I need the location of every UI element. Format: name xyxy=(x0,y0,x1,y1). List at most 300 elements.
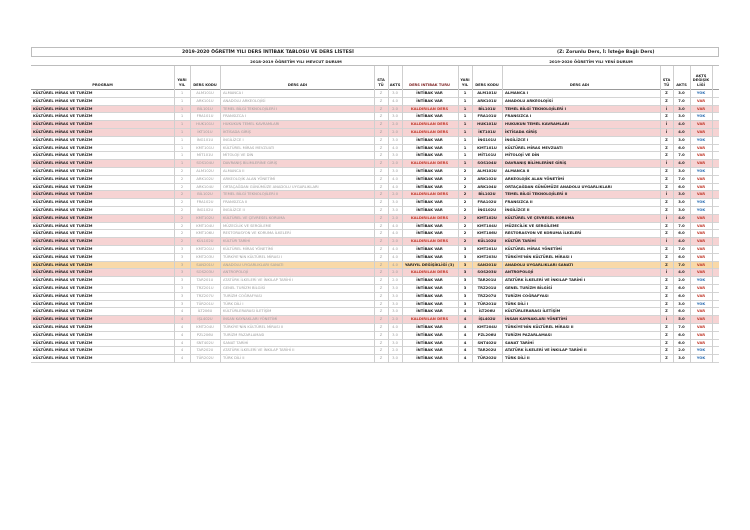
cell-ders-adi: ARKEOLOJİK ALAN YÖNETİMİ xyxy=(223,176,276,181)
cell-new-akts: 2.0 xyxy=(678,348,685,353)
cell-intibak-turu: İNTİBAK VAR xyxy=(416,114,443,119)
cell-new-yari-yil: 4 xyxy=(463,309,467,314)
grid-line xyxy=(472,66,473,363)
cell-new-ders-kodu: ARK102U xyxy=(477,176,497,181)
cell-new-akts: 6.0 xyxy=(678,293,685,298)
table-row xyxy=(31,238,719,246)
cell-new-akts: 5.0 xyxy=(678,317,685,322)
cell-new-ders-adi: TEMEL BİLGİ TEKNOLOJİLERİ II xyxy=(505,192,568,197)
cell-akts-degisikligi: VAR xyxy=(696,145,706,150)
cell-new-akts: 3.0 xyxy=(678,200,685,205)
cell-yari-yil: 2 xyxy=(180,200,184,205)
cell-akts: 4.0 xyxy=(392,223,398,228)
cell-statu: Z xyxy=(379,145,383,150)
cell-intibak-turu: İNTİBAK VAR xyxy=(416,301,443,306)
table-row xyxy=(31,199,719,207)
cell-program: KÜLTÜREL MİRAS VE TURİZM xyxy=(33,215,93,220)
document-title: 2019-2020 ÖĞRETİM YILI DERS İNTİBAK TABLOSU VE DERS LİSTESİ xyxy=(182,50,354,55)
cell-akts: 3.0 xyxy=(392,293,398,298)
cell-statu: Z xyxy=(379,301,383,306)
col-intibak-turu: DERS İNTİBAK TÜRÜ xyxy=(409,82,450,87)
cell-yari-yil: 1 xyxy=(180,122,184,127)
cell-new-ders-adi: HUKUKUN TEMEL KAVRAMLARI xyxy=(505,122,569,127)
cell-akts-degisikligi: VAR xyxy=(696,254,706,259)
col-new-ders-kodu: DERS KODU xyxy=(475,82,499,87)
cell-new-statu: Z xyxy=(665,145,668,150)
cell-new-ders-kodu: KMT204U xyxy=(477,324,497,329)
cell-ders-adi: İKTİSADA GİRİŞ xyxy=(223,129,251,134)
cell-yari-yil: 4 xyxy=(180,324,184,329)
cell-akts-degisikligi: VAR xyxy=(696,239,706,244)
cell-new-yari-yil: 2 xyxy=(463,215,467,220)
cell-program: KÜLTÜREL MİRAS VE TURİZM xyxy=(33,223,93,228)
cell-akts-degisikligi: VAR xyxy=(696,176,706,181)
table-row xyxy=(31,246,719,254)
cell-intibak-turu: İNTİBAK VAR xyxy=(416,285,443,290)
cell-ders-kodu: KMT104U xyxy=(196,223,214,228)
cell-yari-yil: 2 xyxy=(180,192,184,197)
cell-intibak-turu: KALDIRILAN DERS xyxy=(410,215,449,220)
cell-intibak-turu: İNTİBAK VAR xyxy=(416,293,443,298)
cell-new-akts: 2.0 xyxy=(678,278,685,283)
cell-new-statu: Z xyxy=(665,98,668,103)
cell-ders-adi: KÜLTÜRLERARASI İLETİŞİM xyxy=(223,309,272,314)
cell-ders-adi: SANAT TARİHİ xyxy=(223,340,249,345)
cell-new-yari-yil: 4 xyxy=(463,332,467,337)
table-row xyxy=(31,113,719,121)
cell-program: KÜLTÜREL MİRAS VE TURİZM xyxy=(33,285,93,290)
cell-ders-kodu: TÜR201U xyxy=(196,301,214,306)
cell-akts-degisikligi: VAR xyxy=(696,129,706,134)
cell-akts-degisikligi: YOK xyxy=(696,91,706,95)
cell-akts-degisikligi: VAR xyxy=(696,106,706,111)
cell-yari-yil: 3 xyxy=(180,278,184,283)
cell-new-ders-kodu: SOS203U xyxy=(477,270,497,275)
cell-new-ders-adi: İNSAN KAYNAKLARI YÖNETİMİ xyxy=(505,317,568,322)
cell-new-ders-adi: KÜLTÜREL MİRAS YÖNETİMİ xyxy=(505,246,562,251)
cell-new-ders-kodu: FRA102U xyxy=(477,200,497,205)
cell-new-ders-kodu: TÜR201U xyxy=(477,301,497,306)
cell-new-yari-yil: 4 xyxy=(463,356,467,361)
cell-new-ders-adi: ANTROPOLOJİ xyxy=(505,270,534,275)
cell-new-statu: Z xyxy=(665,137,668,142)
cell-ders-kodu: SNT402U xyxy=(196,340,214,345)
cell-new-yari-yil: 4 xyxy=(463,324,467,329)
cell-program: KÜLTÜREL MİRAS VE TURİZM xyxy=(33,262,93,267)
cell-intibak-turu: İNTİBAK VAR xyxy=(416,332,443,337)
cell-program: KÜLTÜREL MİRAS VE TURİZM xyxy=(33,153,93,158)
cell-akts-degisikligi: VAR xyxy=(696,246,706,251)
cell-statu: Z xyxy=(379,324,383,329)
cell-new-statu: Z xyxy=(665,207,668,212)
cell-akts: 3.0 xyxy=(392,114,398,119)
cell-new-ders-adi: KÜLTÜREL MİRAS MEVZUATI xyxy=(505,145,563,150)
table-row xyxy=(31,301,719,309)
cell-new-ders-adi: ORTAÇAĞDAN GÜNÜMÜZE ANADOLU UYGARLIKLARI xyxy=(505,184,612,189)
cell-yari-yil: 4 xyxy=(180,317,184,322)
cell-akts-degisikligi: YOK xyxy=(696,278,706,283)
cell-akts-degisikligi: VAR xyxy=(696,231,706,236)
cell-ders-kodu: TÜR202U xyxy=(196,356,214,361)
cell-ders-adi: TÜRKİYE'NİN KÜLTÜREL MİRASI II xyxy=(223,324,284,329)
cell-statu: Z xyxy=(379,192,383,197)
cell-akts: 4.0 xyxy=(392,254,398,259)
cell-yari-yil: 3 xyxy=(180,285,184,290)
cell-new-ders-adi: GENEL TURİZM BİLGİSİ xyxy=(505,285,553,290)
cell-intibak-turu: İNTİBAK VAR xyxy=(416,168,443,173)
table-row xyxy=(31,277,719,285)
cell-statu: Z xyxy=(379,129,383,134)
cell-program: KÜLTÜREL MİRAS VE TURİZM xyxy=(33,309,93,314)
cell-new-ders-adi: TÜRKİYE'NİN KÜLTÜREL MİRASI I xyxy=(505,254,573,259)
cell-ders-adi: İNSAN KAYNAKLARI YÖNETİMİ xyxy=(223,317,278,322)
cell-akts: 2.0 xyxy=(392,106,398,111)
cell-statu: Z xyxy=(379,223,383,228)
cell-new-ders-kodu: İNG101U xyxy=(477,137,497,142)
cell-new-ders-adi: DAVRANIŞ BİLİMLERİNE GİRİŞ xyxy=(505,161,567,166)
cell-new-akts: 4.0 xyxy=(678,270,685,275)
cell-new-akts: 3.0 xyxy=(678,356,685,361)
cell-ders-adi: ANADOLU UYGARLIKLARI SANATI xyxy=(223,262,284,267)
cell-new-akts: 7.0 xyxy=(678,246,685,251)
cell-new-akts: 7.0 xyxy=(678,223,685,228)
cell-yari-yil: 4 xyxy=(180,356,184,361)
cell-intibak-turu: İNTİBAK VAR xyxy=(416,98,443,103)
cell-akts: 2.0 xyxy=(392,215,398,220)
cell-new-akts: 3.0 xyxy=(678,192,685,197)
cell-new-statu: Z xyxy=(665,278,668,283)
cell-yari-yil: 2 xyxy=(180,215,184,220)
cell-new-ders-kodu: İLT206U xyxy=(478,309,496,314)
cell-intibak-turu: KALDIRILAN DERS xyxy=(410,161,449,166)
cell-ders-adi: TÜRK DİLİ I xyxy=(223,301,244,306)
table-body xyxy=(31,90,719,363)
cell-statu: Z xyxy=(379,153,383,158)
cell-intibak-turu: KALDIRILAN DERS xyxy=(410,192,449,197)
cell-program: KÜLTÜREL MİRAS VE TURİZM xyxy=(33,200,93,205)
cell-ders-kodu: SOS104U xyxy=(196,161,214,166)
cell-new-yari-yil: 3 xyxy=(463,285,467,290)
cell-yari-yil: 1 xyxy=(180,106,184,111)
legend-note: (Z: Zorunlu Ders, İ: İsteğe Bağlı Ders) xyxy=(557,50,655,55)
cell-new-yari-yil: 2 xyxy=(463,239,467,244)
cell-intibak-turu: İNTİBAK VAR xyxy=(416,309,443,314)
cell-statu: Z xyxy=(379,239,383,244)
cell-ders-kodu: ARK101U xyxy=(196,98,214,103)
cell-ders-kodu: TRZ201U xyxy=(196,285,214,290)
cell-new-ders-adi: ANADOLU UYGARLIKLARI SANATI xyxy=(505,262,574,267)
cell-new-statu: Z xyxy=(665,91,668,95)
cell-program: KÜLTÜREL MİRAS VE TURİZM xyxy=(33,301,93,306)
cell-ders-adi: MÜZECİLİK VE SERGİLEME xyxy=(223,223,272,228)
grid-line xyxy=(712,66,713,363)
intibak-table xyxy=(31,47,719,363)
cell-program: KÜLTÜREL MİRAS VE TURİZM xyxy=(33,129,93,134)
cell-ders-kodu: ARK102U xyxy=(196,176,214,181)
cell-new-ders-adi: ATATÜRK İLKELERİ VE İNKILAP TARİHİ II xyxy=(505,348,587,353)
cell-akts: 3.0 xyxy=(392,153,398,158)
cell-new-statu: Z xyxy=(665,262,668,267)
cell-new-akts: 4.0 xyxy=(678,239,685,244)
cell-statu: Z xyxy=(379,332,383,337)
cell-new-ders-adi: KÜLTÜRLERARASI İLETİŞİM xyxy=(505,309,561,314)
cell-program: KÜLTÜREL MİRAS VE TURİZM xyxy=(33,145,93,150)
cell-new-statu: Z xyxy=(665,176,668,181)
cell-new-yari-yil: 3 xyxy=(463,278,467,283)
cell-new-statu: Z xyxy=(665,309,668,314)
cell-ders-kodu: SAN201U xyxy=(196,262,214,267)
cell-intibak-turu: İNTİBAK VAR xyxy=(416,324,443,329)
cell-program: KÜLTÜREL MİRAS VE TURİZM xyxy=(33,340,93,345)
cell-new-statu: Z xyxy=(665,324,668,329)
cell-yari-yil: 3 xyxy=(180,293,184,298)
cell-new-yari-yil: 1 xyxy=(463,122,467,127)
cell-new-akts: 4.0 xyxy=(678,129,685,134)
grid-line xyxy=(220,66,221,363)
cell-statu: Z xyxy=(379,285,383,290)
cell-intibak-turu: KALDIRILAN DERS xyxy=(410,270,449,275)
cell-new-yari-yil: 1 xyxy=(463,145,467,150)
cell-new-ders-adi: TEMEL BİLGİ TEKNOLOJİLERİ I xyxy=(505,106,567,111)
cell-yari-yil: 4 xyxy=(180,332,184,337)
cell-program: KÜLTÜREL MİRAS VE TURİZM xyxy=(33,278,93,283)
cell-akts-degisikligi: VAR xyxy=(696,293,706,298)
cell-new-ders-adi: ARKEOLOJİK ALAN YÖNETİMİ xyxy=(505,176,565,181)
cell-yari-yil: 1 xyxy=(180,98,184,103)
cell-yari-yil: 2 xyxy=(180,184,184,189)
table-row xyxy=(31,137,719,145)
cell-intibak-turu: KALDIRILAN DERS xyxy=(410,129,449,134)
cell-new-akts: 3.0 xyxy=(678,106,685,111)
table-row xyxy=(31,262,719,270)
cell-statu: Z xyxy=(379,246,383,251)
cell-ders-adi: TÜRK DİLİ II xyxy=(223,356,245,361)
cell-statu: Z xyxy=(379,340,383,345)
cell-akts: 3.0 xyxy=(392,137,398,142)
cell-new-statu: İ xyxy=(665,161,668,166)
cell-new-yari-yil: 1 xyxy=(463,153,467,158)
cell-akts: 4.0 xyxy=(392,184,398,189)
table-row xyxy=(31,223,719,231)
cell-new-yari-yil: 3 xyxy=(463,262,467,267)
cell-intibak-turu: KALDIRILAN DERS xyxy=(410,122,449,127)
table-row xyxy=(31,129,719,137)
cell-ders-adi: ANADOLU ARKEOLOJİSİ xyxy=(223,98,266,103)
cell-akts: 3.0 xyxy=(392,309,398,314)
cell-new-akts: 6.0 xyxy=(678,254,685,259)
cell-yari-yil: 1 xyxy=(180,129,184,134)
col-akts: AKTS xyxy=(389,82,401,87)
cell-program: KÜLTÜREL MİRAS VE TURİZM xyxy=(33,239,93,244)
col-akts-degisikligi: AKTS DEĞİŞİK LİĞİ xyxy=(692,73,710,87)
cell-new-ders-kodu: ALM102U xyxy=(477,168,497,173)
cell-new-yari-yil: 4 xyxy=(463,340,467,345)
cell-new-ders-kodu: KÜL102U xyxy=(477,239,497,244)
cell-new-ders-kodu: TAR202U xyxy=(477,348,497,353)
cell-akts: 3.0 xyxy=(392,332,398,337)
cell-ders-adi: KÜLTÜREL MİRAS MEVZUATI xyxy=(223,145,275,150)
cell-statu: Z xyxy=(379,176,383,181)
cell-akts-degisikligi: YOK xyxy=(696,356,706,361)
cell-new-ders-adi: ATATÜRK İLKELERİ VE İNKILAP TARİHİ I xyxy=(505,278,586,283)
cell-ders-kodu: FRA102U xyxy=(196,200,214,205)
cell-new-ders-kodu: SAN201U xyxy=(477,262,497,267)
cell-intibak-turu: İNTİBAK VAR xyxy=(416,246,443,251)
cell-program: KÜLTÜREL MİRAS VE TURİZM xyxy=(33,293,93,298)
cell-intibak-turu: İNTİBAK VAR xyxy=(416,153,443,158)
cell-new-akts: 6.0 xyxy=(678,145,685,150)
cell-yari-yil: 2 xyxy=(180,231,184,236)
table-row xyxy=(31,121,719,129)
cell-program: KÜLTÜREL MİRAS VE TURİZM xyxy=(33,161,93,166)
cell-ders-adi: ANTROPOLOJİ xyxy=(223,270,249,275)
cell-new-akts: 7.0 xyxy=(678,98,685,103)
cell-yari-yil: 2 xyxy=(180,207,184,212)
cell-akts-degisikligi: VAR xyxy=(696,324,706,329)
cell-akts-degisikligi: YOK xyxy=(696,207,706,212)
cell-akts: 3.0 xyxy=(392,168,398,173)
cell-program: KÜLTÜREL MİRAS VE TURİZM xyxy=(33,192,93,197)
cell-ders-adi: ATATÜRK İLKELERİ VE İNKILAP TARİHİ I xyxy=(223,278,294,283)
cell-ders-kodu: İNG101U xyxy=(196,137,214,142)
cell-new-ders-adi: TÜRK DİLİ I xyxy=(505,301,529,306)
cell-intibak-turu: YARIYIL DEĞİŞİKLİĞİ (3) xyxy=(404,262,455,267)
cell-yari-yil: 2 xyxy=(180,176,184,181)
cell-akts: 3.0 xyxy=(392,285,398,290)
cell-akts-degisikligi: VAR xyxy=(696,98,706,103)
table-row xyxy=(31,168,719,176)
cell-yari-yil: 3 xyxy=(180,254,184,259)
cell-new-yari-yil: 2 xyxy=(463,168,467,173)
cell-intibak-turu: İNTİBAK VAR xyxy=(416,348,443,353)
cell-ders-adi: ORTAÇAĞDAN GÜNÜMÜZE ANADOLU UYGARLIKLARI xyxy=(223,184,319,189)
cell-ders-kodu: MİT101U xyxy=(196,153,214,158)
cell-new-ders-kodu: TÜR202U xyxy=(477,356,497,361)
cell-new-statu: İ xyxy=(665,106,668,111)
cell-yari-yil: 2 xyxy=(180,168,184,173)
cell-akts: 4.0 xyxy=(392,246,398,251)
table-row xyxy=(31,230,719,238)
cell-ders-kodu: KMT102U xyxy=(196,215,214,220)
cell-ders-adi: TEMEL BİLGİ TEKNOLOJİLERİ II xyxy=(223,192,279,197)
cell-program: KÜLTÜREL MİRAS VE TURİZM xyxy=(33,137,93,142)
cell-new-statu: Z xyxy=(665,332,668,337)
grid-line xyxy=(502,66,503,363)
cell-new-ders-kodu: PZL206U xyxy=(477,332,497,337)
cell-akts-degisikligi: VAR xyxy=(696,161,706,166)
cell-program: KÜLTÜREL MİRAS VE TURİZM xyxy=(33,317,93,322)
cell-new-ders-kodu: SNT402U xyxy=(477,340,497,345)
cell-new-ders-kodu: KMT201U xyxy=(477,246,497,251)
cell-intibak-turu: İNTİBAK VAR xyxy=(416,137,443,142)
cell-akts: 2.0 xyxy=(392,129,398,134)
cell-new-statu: İ xyxy=(665,317,668,322)
cell-new-yari-yil: 1 xyxy=(463,91,467,95)
cell-akts-degisikligi: VAR xyxy=(696,262,706,267)
cell-new-yari-yil: 1 xyxy=(463,129,467,134)
cell-new-statu: Z xyxy=(665,114,668,119)
table-row xyxy=(31,347,719,355)
cell-ders-kodu: KMT106U xyxy=(196,231,214,236)
cell-akts: 4.0 xyxy=(392,176,398,181)
cell-new-statu: Z xyxy=(665,223,668,228)
cell-ders-adi: İNGİLİZCE II xyxy=(223,207,245,212)
cell-statu: Z xyxy=(379,262,383,267)
cell-new-ders-adi: TURİZM PAZARLAMASI xyxy=(505,332,552,337)
cell-new-yari-yil: 4 xyxy=(463,317,467,322)
cell-new-ders-adi: MİTOLOJİ VE DİN xyxy=(505,153,540,158)
cell-new-akts: 6.0 xyxy=(678,285,685,290)
cell-yari-yil: 2 xyxy=(180,223,184,228)
cell-program: KÜLTÜREL MİRAS VE TURİZM xyxy=(33,348,93,353)
cell-akts: 2.0 xyxy=(392,348,398,353)
cell-new-akts: 7.0 xyxy=(678,324,685,329)
table-row xyxy=(31,106,719,114)
cell-akts: 4.0 xyxy=(392,145,398,150)
cell-yari-yil: 3 xyxy=(180,270,184,275)
cell-new-ders-adi: FRANSIZCA II xyxy=(505,200,533,205)
cell-intibak-turu: İNTİBAK VAR xyxy=(416,278,443,283)
cell-new-ders-adi: İNGİLİZCE II xyxy=(505,207,530,212)
cell-new-statu: Z xyxy=(665,293,668,298)
cell-akts: 4.0 xyxy=(392,98,398,103)
col-ders-kodu: DERS KODU xyxy=(193,82,217,87)
cell-new-akts: 7.0 xyxy=(678,176,685,181)
cell-new-akts: 4.0 xyxy=(678,161,685,166)
cell-yari-yil: 4 xyxy=(180,348,184,353)
cell-statu: Z xyxy=(379,215,383,220)
table-row xyxy=(31,340,719,348)
cell-new-akts: 6.0 xyxy=(678,184,685,189)
table-row xyxy=(31,285,719,293)
cell-yari-yil: 3 xyxy=(180,246,184,251)
cell-new-yari-yil: 2 xyxy=(463,200,467,205)
cell-intibak-turu: İNTİBAK VAR xyxy=(416,200,443,205)
cell-program: KÜLTÜREL MİRAS VE TURİZM xyxy=(33,176,93,181)
cell-new-ders-adi: FRANSIZCA I xyxy=(505,114,532,119)
cell-ders-adi: FRANSIZCA II xyxy=(223,200,248,205)
cell-new-ders-adi: TURİZM COĞRAFYASI xyxy=(505,293,549,298)
cell-statu: Z xyxy=(379,278,383,283)
cell-intibak-turu: İNTİBAK VAR xyxy=(416,231,443,236)
cell-ders-kodu: SOS203U xyxy=(196,270,214,275)
cell-new-akts: 4.0 xyxy=(678,215,685,220)
cell-new-statu: Z xyxy=(665,200,668,205)
cell-akts-degisikligi: YOK xyxy=(696,301,706,306)
cell-ders-adi: RESTORASYON VE KORUMA İLKELERİ xyxy=(223,231,291,236)
cell-new-yari-yil: 2 xyxy=(463,184,467,189)
table-row xyxy=(31,90,719,98)
cell-statu: Z xyxy=(379,293,383,298)
table-row xyxy=(31,254,719,262)
grid-line xyxy=(673,66,674,363)
section-header xyxy=(31,57,719,66)
column-header-row xyxy=(31,66,719,90)
cell-ders-kodu: PZL206U xyxy=(196,332,214,337)
cell-new-statu: Z xyxy=(665,356,668,361)
cell-akts: 2.0 xyxy=(392,278,398,283)
cell-statu: Z xyxy=(379,270,383,275)
cell-akts: 2.0 xyxy=(392,239,398,244)
cell-ders-kodu: İLT206U xyxy=(197,309,213,314)
cell-ders-adi: TURİZM PAZARLAMASI xyxy=(223,332,265,337)
cell-akts: 3.0 xyxy=(392,340,398,345)
cell-program: KÜLTÜREL MİRAS VE TURİZM xyxy=(33,270,93,275)
cell-new-ders-adi: MÜZECİLİK VE SERGİLEME xyxy=(505,223,559,228)
cell-new-ders-kodu: SOS104U xyxy=(477,161,497,166)
cell-ders-kodu: KMT101U xyxy=(196,145,214,150)
cell-yari-yil: 1 xyxy=(180,161,184,166)
